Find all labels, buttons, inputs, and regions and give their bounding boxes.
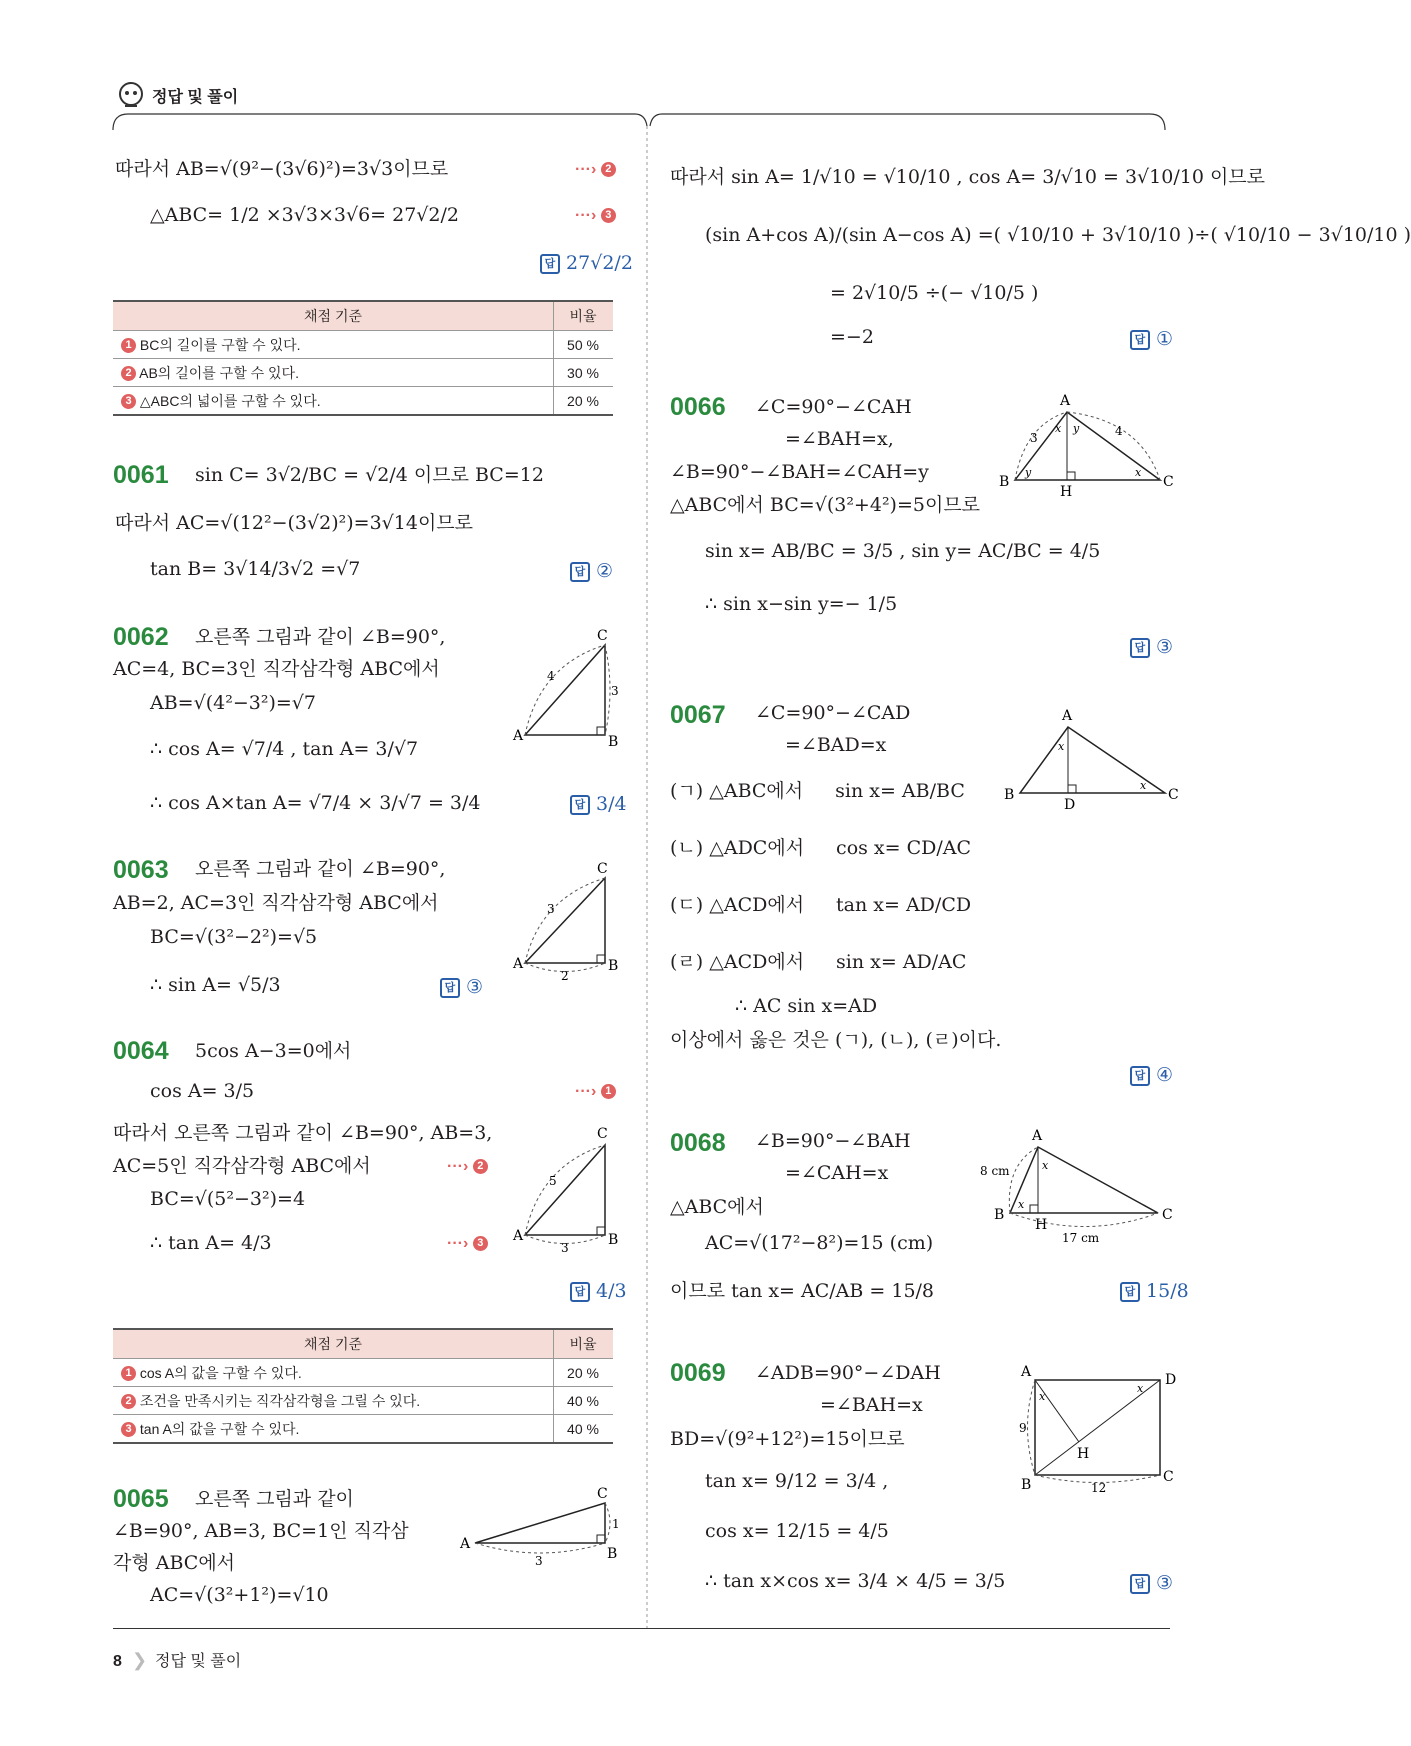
svg-text:B: B bbox=[608, 734, 619, 750]
svg-text:y: y bbox=[1025, 466, 1032, 479]
table-row: 3 tan A의 값을 구할 수 있다. 40 % bbox=[113, 1415, 613, 1444]
p65-line1: 오른쪽 그림과 같이 bbox=[195, 1488, 354, 1510]
problem-number-0064: 0064 bbox=[113, 1037, 169, 1065]
chevron-right-icon: ❯ bbox=[132, 1650, 148, 1670]
table-row: 2 AB의 길이를 구할 수 있다. 30 % bbox=[113, 359, 613, 387]
p63-answer: 답 ③ bbox=[440, 976, 483, 999]
p67-line1: ∠C=90°−∠CAD bbox=[755, 702, 911, 724]
svg-text:x: x bbox=[1055, 422, 1062, 435]
svg-text:B: B bbox=[607, 1546, 618, 1562]
step-marker-2: ···› 2 bbox=[447, 1157, 488, 1176]
answer-icon: 답 bbox=[1130, 1066, 1150, 1086]
svg-text:A: A bbox=[513, 1228, 524, 1244]
p64-line2: cos A= 3/5 bbox=[150, 1080, 255, 1102]
problem-number-0069: 0069 bbox=[670, 1359, 726, 1387]
svg-text:x: x bbox=[1039, 1390, 1046, 1403]
svg-text:C: C bbox=[597, 1126, 608, 1142]
p64-line3: 따라서 오른쪽 그림과 같이 ∠B=90°, AB=3, bbox=[113, 1122, 493, 1144]
svg-text:C: C bbox=[597, 628, 608, 644]
svg-text:8 cm: 8 cm bbox=[980, 1164, 1010, 1178]
problem-number-0065: 0065 bbox=[113, 1485, 169, 1513]
header-title: 정답 및 풀이 bbox=[152, 89, 239, 106]
svg-text:H: H bbox=[1060, 484, 1073, 500]
svg-text:A: A bbox=[513, 728, 524, 744]
answer-icon: 답 bbox=[570, 795, 590, 815]
p62-line5: ∴ cos A×tan A= √7/4 × 3/√7 = 3/4 bbox=[150, 792, 481, 814]
p69-line3: BD=√(9²+12²)=15이므로 bbox=[670, 1428, 905, 1450]
problem-number-0066: 0066 bbox=[670, 393, 726, 421]
svg-text:3: 3 bbox=[1030, 431, 1038, 445]
triangle-figure-0067 bbox=[1000, 705, 1185, 815]
svg-text:B: B bbox=[994, 1207, 1005, 1223]
table-row: 1 BC의 길이를 구할 수 있다. 50 % bbox=[113, 331, 613, 359]
answer-icon: 답 bbox=[1130, 638, 1150, 658]
problem-number-0067: 0067 bbox=[670, 701, 726, 729]
p69-line5: cos x= 12/15 = 4/5 bbox=[705, 1520, 889, 1542]
svg-text:B: B bbox=[608, 1232, 619, 1248]
p60-line1: 따라서 AB=√(9²−(3√6)²)=3√3이므로 bbox=[115, 158, 449, 180]
p63-line4: ∴ sin A= √5/3 bbox=[150, 974, 281, 996]
table-header: 채점 기준 bbox=[113, 1329, 554, 1359]
p67-item-2: (ㄴ) △ADC에서 cos x= CD/AC bbox=[670, 837, 972, 859]
p66-answer: 답 ③ bbox=[1130, 636, 1173, 659]
p65-line2: ∠B=90°, AB=3, BC=1인 직각삼 bbox=[113, 1520, 409, 1542]
svg-text:C: C bbox=[597, 861, 608, 877]
svg-text:B: B bbox=[1021, 1477, 1032, 1493]
p66-line6: ∴ sin x−sin y=− 1/5 bbox=[705, 593, 898, 615]
p61-answer: 답 ② bbox=[570, 560, 613, 583]
p69-answer: 답 ③ bbox=[1130, 1572, 1173, 1595]
svg-text:x: x bbox=[1140, 779, 1147, 792]
table-row: 3 △ABC의 넓이를 구할 수 있다. 20 % bbox=[113, 387, 613, 416]
p62-answer: 답 3/4 bbox=[570, 793, 627, 816]
svg-text:D: D bbox=[1064, 797, 1076, 813]
p62-line1: 오른쪽 그림과 같이 ∠B=90°, bbox=[195, 626, 446, 648]
svg-text:C: C bbox=[1163, 1469, 1174, 1485]
p64-answer: 답 4/3 bbox=[570, 1280, 627, 1303]
p68-line5: 이므로 tan x= AC/AB = 15/8 bbox=[670, 1280, 935, 1302]
p65c-line4: =−2 bbox=[830, 326, 874, 348]
p66-line5: sin x= AB/BC = 3/5 , sin y= AC/BC = 4/5 bbox=[705, 540, 1101, 562]
answer-icon: 답 bbox=[1120, 1282, 1140, 1302]
triangle-figure-0066 bbox=[995, 390, 1180, 500]
answer-icon: 답 bbox=[1130, 1574, 1150, 1594]
page-number: 8 bbox=[113, 1653, 122, 1670]
svg-text:3: 3 bbox=[547, 902, 555, 916]
p64-line4: AC=5인 직각삼각형 ABC에서 bbox=[113, 1155, 371, 1177]
svg-text:4: 4 bbox=[1115, 424, 1123, 438]
svg-text:C: C bbox=[1163, 474, 1174, 490]
p65-line3: 각형 ABC에서 bbox=[113, 1552, 236, 1574]
svg-text:B: B bbox=[1004, 787, 1015, 803]
problem-number-0062: 0062 bbox=[113, 623, 169, 651]
table-row: 2 조건을 만족시키는 직각삼각형을 그릴 수 있다. 40 % bbox=[113, 1387, 613, 1415]
triangle-figure-0068 bbox=[980, 1125, 1180, 1245]
svg-text:x: x bbox=[1135, 466, 1142, 479]
svg-text:x: x bbox=[1042, 1159, 1049, 1172]
p65c-line2: (sin A+cos A)/(sin A−cos A) =( √10/10 + 3√10/10 )÷( √10/10 − 3√10/10 ) bbox=[705, 224, 1411, 246]
p62-line4: ∴ cos A= √7/4 , tan A= 3/√7 bbox=[150, 738, 419, 760]
answer-icon: 답 bbox=[570, 1282, 590, 1302]
p69-line6: ∴ tan x×cos x= 3/4 × 4/5 = 3/5 bbox=[705, 1570, 1006, 1592]
p63-line3: BC=√(3²−2²)=√5 bbox=[150, 926, 318, 948]
svg-text:D: D bbox=[1165, 1372, 1177, 1388]
step-marker-3: ···› 3 bbox=[447, 1234, 488, 1253]
svg-text:B: B bbox=[999, 474, 1010, 490]
answer-icon: 답 bbox=[540, 254, 560, 274]
svg-text:y: y bbox=[1073, 422, 1080, 435]
p67-line7: ∴ AC sin x=AD bbox=[735, 995, 878, 1017]
svg-text:2: 2 bbox=[561, 969, 569, 983]
triangle-figure-0063 bbox=[505, 858, 625, 983]
svg-text:5: 5 bbox=[549, 1174, 557, 1188]
problem-number-0068: 0068 bbox=[670, 1129, 726, 1157]
svg-text:x: x bbox=[1018, 1198, 1025, 1211]
svg-text:A: A bbox=[1032, 1128, 1043, 1144]
p61-line2: 따라서 AC=√(12²−(3√2)²)=3√14이므로 bbox=[115, 512, 474, 534]
p61-line3: tan B= 3√14/3√2 =√7 bbox=[150, 558, 361, 580]
svg-text:C: C bbox=[597, 1486, 608, 1502]
table-row: 1 cos A의 값을 구할 수 있다. 20 % bbox=[113, 1359, 613, 1387]
p64-line6: ∴ tan A= 4/3 bbox=[150, 1232, 272, 1254]
svg-text:A: A bbox=[1021, 1364, 1032, 1380]
p65-line4: AC=√(3²+1²)=√10 bbox=[150, 1584, 329, 1606]
p61-line1: sin C= 3√2/BC = √2/4 이므로 BC=12 bbox=[195, 464, 544, 486]
p62-line3: AB=√(4²−3²)=√7 bbox=[150, 692, 316, 714]
scoring-table-2: 채점 기준 비율 1 cos A의 값을 구할 수 있다. 20 % 2 조건을 만족시키는 직각삼각형을 그릴 수 있다. 40 % 3 tan A의 값을 구할 수 있다. 40 % bbox=[113, 1328, 613, 1444]
answer-icon: 답 bbox=[1130, 330, 1150, 350]
svg-text:C: C bbox=[1168, 787, 1179, 803]
svg-text:A: A bbox=[513, 956, 524, 972]
p62-line2: AC=4, BC=3인 직각삼각형 ABC에서 bbox=[113, 658, 440, 680]
p69-line1: ∠ADB=90°−∠DAH bbox=[755, 1362, 941, 1384]
p67-line2: =∠BAD=x bbox=[785, 734, 887, 756]
step-marker-1: ···› 1 bbox=[575, 1082, 616, 1101]
svg-text:A: A bbox=[1060, 393, 1071, 409]
p65c-answer: 답 ① bbox=[1130, 328, 1173, 351]
p67-line8: 이상에서 옳은 것은 (ㄱ), (ㄴ), (ㄹ)이다. bbox=[670, 1029, 1002, 1051]
svg-text:17 cm: 17 cm bbox=[1062, 1231, 1100, 1245]
footer-rule bbox=[113, 1628, 1170, 1629]
p68-line2: =∠CAH=x bbox=[785, 1162, 889, 1184]
svg-text:3: 3 bbox=[611, 684, 619, 698]
p68-line1: ∠B=90°−∠BAH bbox=[755, 1130, 911, 1152]
step-marker-2: ···› 2 bbox=[575, 160, 616, 179]
svg-text:3: 3 bbox=[561, 1241, 569, 1255]
svg-text:A: A bbox=[1062, 708, 1073, 724]
svg-text:4: 4 bbox=[547, 669, 555, 683]
footer-title: 정답 및 풀이 bbox=[155, 1653, 242, 1670]
p64-line5: BC=√(5²−3²)=4 bbox=[150, 1188, 306, 1210]
p67-item-4: (ㄹ) △ACD에서 sin x= AD/AC bbox=[670, 951, 967, 973]
p60-answer: 답 27√2/2 bbox=[540, 252, 633, 275]
svg-text:H: H bbox=[1077, 1446, 1090, 1462]
p63-line1: 오른쪽 그림과 같이 ∠B=90°, bbox=[195, 858, 446, 880]
p67-item-3: (ㄷ) △ACD에서 tan x= AD/CD bbox=[670, 894, 972, 916]
table-header: 채점 기준 bbox=[113, 301, 554, 331]
p67-answer: 답 ④ bbox=[1130, 1064, 1173, 1087]
svg-text:3: 3 bbox=[535, 1554, 543, 1568]
p68-line3: △ABC에서 bbox=[670, 1196, 764, 1218]
triangle-figure-0065 bbox=[455, 1485, 630, 1575]
problem-number-0063: 0063 bbox=[113, 856, 169, 884]
svg-text:B: B bbox=[608, 958, 619, 974]
svg-text:A: A bbox=[460, 1536, 471, 1552]
svg-text:C: C bbox=[1162, 1207, 1173, 1223]
svg-text:1: 1 bbox=[612, 1517, 620, 1531]
answer-icon: 답 bbox=[570, 562, 590, 582]
step-marker-3: ···› 3 bbox=[575, 206, 616, 225]
triangle-figure-0062 bbox=[505, 625, 625, 750]
problem-number-0061: 0061 bbox=[113, 461, 169, 489]
p66-line2: =∠BAH=x, bbox=[785, 428, 894, 450]
p69-line4: tan x= 9/12 = 3/4 , bbox=[705, 1470, 889, 1492]
p66-line3: ∠B=90°−∠BAH=∠CAH=y bbox=[670, 461, 929, 483]
p68-answer: 답 15/8 bbox=[1120, 1280, 1189, 1303]
answer-icon: 답 bbox=[440, 978, 460, 998]
p64-line1: 5cos A−3=0에서 bbox=[195, 1040, 352, 1062]
p65c-line1: 따라서 sin A= 1/√10 = √10/10 , cos A= 3/√10 = 3√10/10 이므로 bbox=[670, 166, 1266, 188]
p68-line4: AC=√(17²−8²)=15 (cm) bbox=[705, 1232, 934, 1254]
p66-line1: ∠C=90°−∠CAH bbox=[755, 396, 912, 418]
p69-line2: =∠BAH=x bbox=[820, 1394, 923, 1416]
svg-text:12: 12 bbox=[1091, 1481, 1107, 1495]
p65c-line3: = 2√10/5 ÷(− √10/5 ) bbox=[830, 282, 1039, 304]
svg-text:H: H bbox=[1035, 1217, 1048, 1233]
svg-text:x: x bbox=[1058, 740, 1065, 753]
p60-line2: △ABC= 1/2 ×3√3×3√6= 27√2/2 bbox=[150, 204, 459, 226]
scoring-table-1: 채점 기준 비율 1 BC의 길이를 구할 수 있다. 50 % 2 AB의 길이를 구할 수 있다. 30 % 3 △ABC의 넓이를 구할 수 있다. 20 % bbox=[113, 300, 613, 416]
triangle-figure-0064 bbox=[505, 1120, 625, 1255]
p67-item-1: (ㄱ) △ABC에서 sin x= AB/BC bbox=[670, 780, 965, 802]
rectangle-figure-0069 bbox=[1005, 1362, 1180, 1502]
p66-line4: △ABC에서 BC=√(3²+4²)=5이므로 bbox=[670, 494, 981, 516]
svg-text:x: x bbox=[1137, 1382, 1144, 1395]
p63-line2: AB=2, AC=3인 직각삼각형 ABC에서 bbox=[113, 892, 439, 914]
svg-text:9: 9 bbox=[1019, 1421, 1027, 1435]
